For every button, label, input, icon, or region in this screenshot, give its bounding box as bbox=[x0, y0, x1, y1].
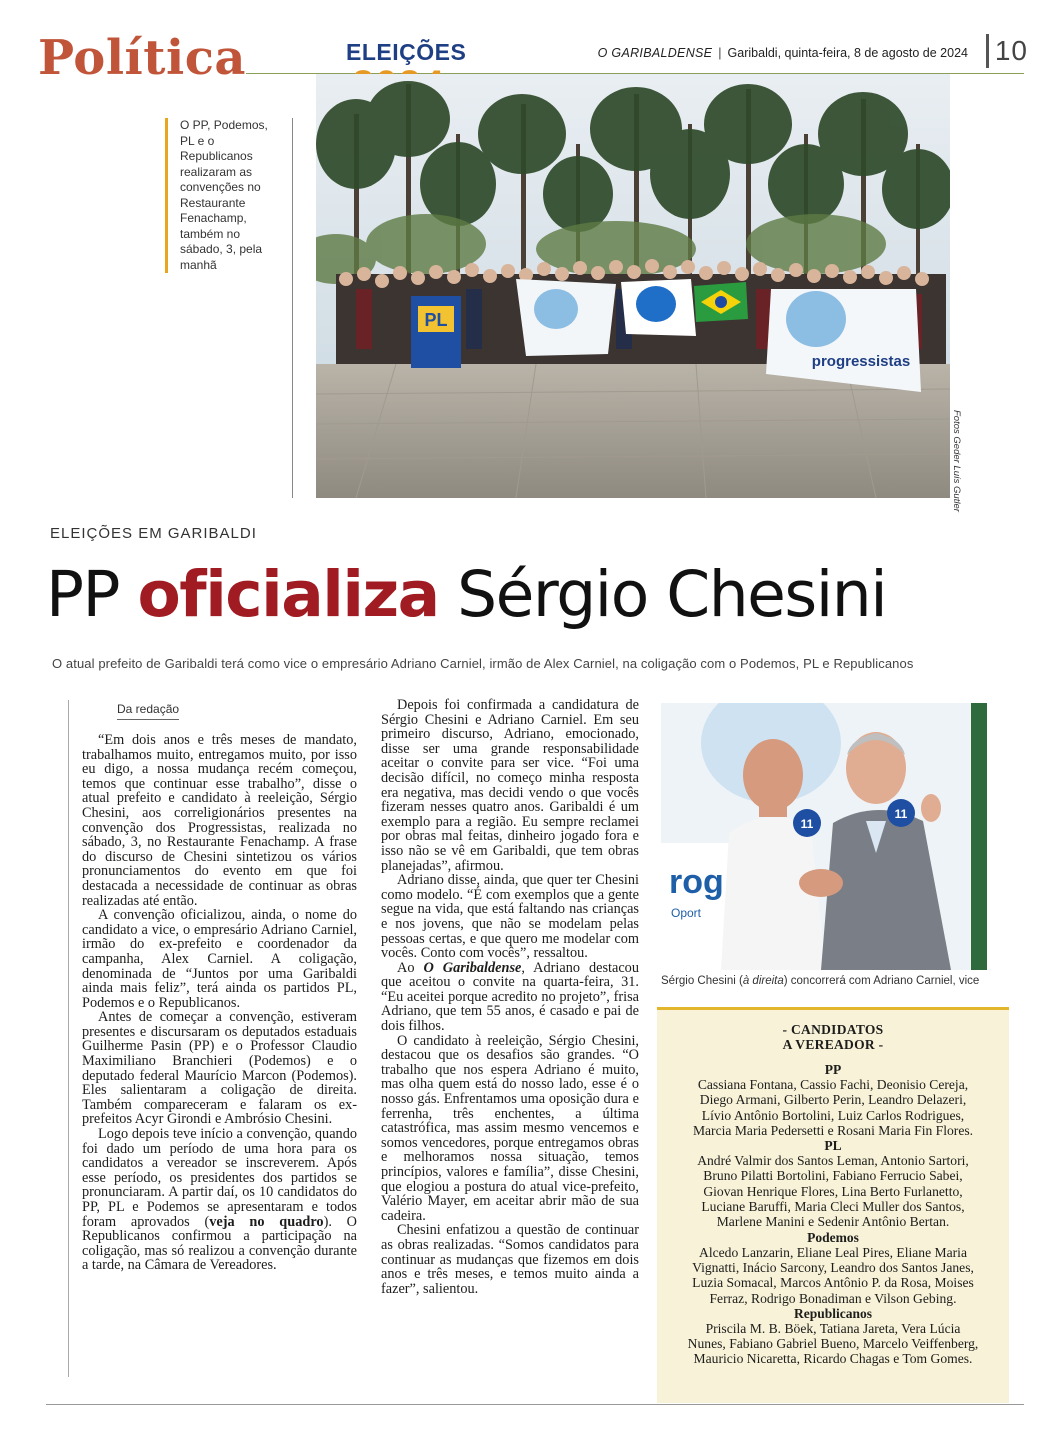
party-name-pl: PL bbox=[824, 1138, 842, 1154]
paragraph: Adriano disse, ainda, que quer ter Chesini como modelo. “É com exemplos que a gente segue na vida, que está faltando nas crianças e nos jovens, que não se modelam pelas pessoas certas, e que quero me modelar com vocês. Conto com vocês”, ressaltou. bbox=[381, 872, 639, 962]
svg-text:PL: PL bbox=[424, 310, 448, 330]
group-photo-illustration bbox=[316, 74, 950, 498]
paragraph: Depois foi confirmada a candidatura de Sérgio Chesini e Adriano Carniel. Em seu primeiro discurso, Adriano, emocionado, disse ser uma grande responsabilidade aceitar o convite para ser vice. “Foi uma decisão difícil, no começo minha resposta era negativa, mas decidi vendo o que vocês fizeram nesses quatro anos. Garibaldi é um exemplo para a região. Eu sempre reclamei por obras mal feitas, dinheiro jogado fora e isso não se vê em Garibaldi, que tem obras planejadas”, afirmou. bbox=[381, 697, 639, 874]
caption-emphasis: à direita bbox=[742, 975, 784, 987]
masthead-separator: | bbox=[718, 46, 722, 60]
party-name-republicanos: Republicanos bbox=[793, 1305, 873, 1321]
article-kicker: ELEIÇÕES EM GARIBALDI bbox=[50, 525, 257, 542]
article-deck: O atual prefeito de Garibaldi terá como vice o empresário Adriano Carniel, irmão de Alex Carniel, na coligação com o Podemos, PL e Republicanos bbox=[52, 656, 914, 671]
svg-text:11: 11 bbox=[894, 807, 908, 821]
newspaper-reference: O Garibaldense bbox=[423, 959, 522, 976]
paragraph-text: Ao bbox=[397, 959, 424, 976]
party-members-republicanos: Priscila M. B. Böek, Tatiana Jareta, Vera Lúcia Nunes, Fabiano Gabriel Bueno, Marcelo Veiffenberg, Mauricio Nicaretta, Ricardo Chagas e Tom Gomes. bbox=[687, 1320, 979, 1367]
box-title-line: A VEREADOR - bbox=[782, 1037, 884, 1052]
caption-text: Sérgio Chesini ( bbox=[661, 975, 743, 987]
article-column-1 bbox=[82, 733, 357, 1273]
svg-text:progressistas: progressistas bbox=[811, 353, 911, 370]
see-box-reference: veja no quadro bbox=[209, 1213, 324, 1230]
paragraph: “Em dois anos e três meses de mandato, trabalhamos muito, entregamos muito, por isso eu digo, a nossa mudança recém começou, temos que continuar esse trabalho”, disse o atual prefeito e candidato à reeleição, Sérgio Chesini, aos correligionários presentes na convenção dos Progressistas, realizada no sábado, 3, no Restaurante Fenachamp. A frase do discurso de Chesini sintetizou os vários pronunciamentos do evento em que foi destacada a necessidade de continuar as obras realizadas até então. bbox=[82, 732, 357, 909]
party-members-pp: Cassiana Fontana, Cassio Fachi, Deonisio Cereja, Diego Armani, Gilberto Perin, Leandro Delazeri, Lívio Antônio Bortolini, Luiz Carlos Rodrigues, Marcia Maria Pedersetti e Rosani Maria Fin Flores. bbox=[692, 1077, 974, 1138]
elections-word: ELEIÇÕES bbox=[346, 39, 467, 65]
candidates-handshake-photo bbox=[661, 703, 987, 970]
paragraph-text: , Adriano destacou que aceitou o convite na quarta-feira, 31. “Eu aceitei porque acredito no projeto”, frisa Adriano, que tem 55 anos, é casado e pai de dois filhos. bbox=[381, 959, 639, 1035]
paragraph bbox=[381, 961, 639, 1034]
page-bottom-rule bbox=[46, 1404, 1024, 1405]
paragraph: Antes de começar a convenção, estiveram presentes e discursaram os deputados estaduais Guilherme Pasin (PP) e o Professor Claudio Maximiliano Branchieri (Podemos) e o deputado federal Maurício Marcon (Podemos). Eles salientaram a coligação de direita. Também compareceram e falaram os ex-prefeitos Acyr Girondi e Ambrósio Chesini. bbox=[82, 1009, 357, 1128]
party-name-pp: PP bbox=[824, 1062, 842, 1077]
dateline: Garibaldi, quinta-feira, 8 de agosto de 2024 bbox=[727, 46, 968, 60]
caption-divider bbox=[292, 118, 293, 498]
paragraph: Chesini enfatizou a questão de continuar as obras realizadas. “Somos candidatos para continuar as mudanças que fizemos em dois anos e três meses, e temos muito ainda a fazer”, salientou. bbox=[381, 1222, 639, 1297]
article-column-2 bbox=[381, 698, 639, 1296]
paragraph-text: Logo depois teve início a convenção, quando foi dado um período de uma hora para os candidatos a vereador se inscreverem. Após esse período, os presidentes dos partidos se pronunciaram. A partir daí, os 10 candidatos do PP, PL e Podemos se apresentaram e todos foram aprovados ( bbox=[82, 1126, 357, 1230]
headline-part-1: PP bbox=[46, 558, 138, 631]
box-title-line: - CANDIDATOS bbox=[782, 1022, 884, 1037]
top-photo-caption: O PP, Podemos, PL e o Republicanos realizaram as convenções no Restaurante Fenachamp, também no sábado, 3, pela manhã bbox=[165, 118, 283, 273]
photo-credit bbox=[950, 410, 966, 512]
paragraph-text: ). O Republicanos confirmou a participação na coligação, mas só realizou a convenção durante a tarde, na Câmara de Vereadores. bbox=[82, 1213, 358, 1274]
page-number: 10 bbox=[986, 34, 1028, 68]
paragraph: A convenção oficializou, ainda, o nome do candidato a vice, o empresário Adriano Carniel, irmão do ex-prefeito e coordenador da campanha, Alex Carniel. A coligação, denominada de “Juntos por uma Garibaldi ainda mais feliz”, terá ainda os partidos PL, Podemos e o Republicanos. bbox=[82, 907, 357, 1011]
party-members-podemos: Alcedo Lanzarin, Eliane Leal Pires, Eliane Maria Vignatti, Inácio Sarcony, Leandro dos Santos Janes, Luzia Somacal, Marcos Antônio P. da Rosa, Moises Ferraz, Rodrigo Bonadiman e Vilson Gebing. bbox=[692, 1244, 974, 1306]
candidates-box-title bbox=[667, 1022, 999, 1052]
headline-highlight: oficializa bbox=[137, 558, 439, 631]
party-members-pl: André Valmir dos Santos Leman, Antonio Sartori, Bruno Pilatti Bortolini, Fabiano Ferrucio Sabei, Giovan Henrique Flores, Lina Berto Furlanetto, Luciane Baruffi, Maria Cleci Muller dos Santos, Marlene Manini e Sedenir Antônio Bertan. bbox=[697, 1153, 969, 1230]
column-rule bbox=[68, 700, 69, 1377]
convention-group-photo bbox=[316, 74, 950, 498]
newspaper-name: O GARIBALDENSE bbox=[597, 46, 713, 60]
masthead bbox=[598, 46, 968, 60]
byline: Da redação bbox=[117, 702, 179, 720]
paragraph bbox=[82, 1127, 357, 1273]
article-headline bbox=[46, 552, 886, 638]
photo-credit-text: Fotos Geder Luís Gutler bbox=[951, 410, 962, 512]
svg-text:rog: rog bbox=[669, 863, 724, 901]
paragraph: O candidato à reeleição, Sérgio Chesini, destacou que os desafios são grandes. “O trabalho que nos espera Adriano é muito, mas olha quem está do nosso lado, esse é o nosso gás. Enfrentamos uma oposição dura e ferrenha, três enchentes, a última catastrófica, mas assim mesmo vencemos e somos vencedores, porque entregamos obras e melhoramos nossa situação, temos princípios, valores e família”, disse Chesini, que elogiou a postura do atual vice-prefeito, Valério Mayer, em aceitar abrir mão de sua cadeira. bbox=[381, 1032, 639, 1224]
svg-text:11: 11 bbox=[800, 817, 814, 831]
svg-text:Oport: Oport bbox=[671, 906, 702, 920]
headline-part-2: Sérgio Chesini bbox=[438, 558, 887, 631]
candidates-box bbox=[657, 1007, 1009, 1403]
section-title: Política bbox=[38, 30, 247, 86]
caption-text: ) concorrerá com Adriano Carniel, vice bbox=[783, 975, 980, 987]
party-name-podemos: Podemos bbox=[807, 1229, 859, 1245]
handshake-photo-caption bbox=[661, 975, 979, 987]
handshake-photo-illustration bbox=[661, 703, 987, 970]
